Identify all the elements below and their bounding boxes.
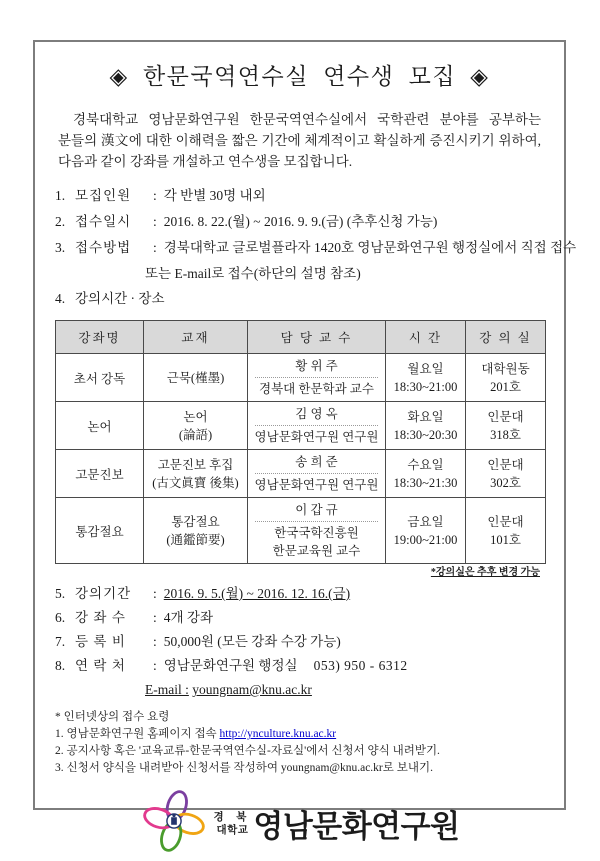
org-name: 영남문화연구원 xyxy=(253,809,460,844)
time-cell xyxy=(386,498,466,564)
textbook-hanja: (通鑑節要) xyxy=(166,532,225,547)
day-label: 금요일 xyxy=(407,514,444,529)
footer-heading: * 인터넷상의 접수 요령 xyxy=(55,711,170,723)
footer-line-2: 2. 공지사항 혹은 '교육교류-한문국역연수실-자료실'에서 신청서 양식 내려받기. xyxy=(55,745,440,757)
office-name: 영남문화연구원 행정실 xyxy=(163,658,298,673)
item-number: 2. xyxy=(55,214,66,229)
column-header-time: 시 간 xyxy=(386,321,466,354)
item-value: 50,000원 (모든 강좌 수강 가능) xyxy=(163,634,341,649)
detail-item-6 xyxy=(55,606,544,630)
item-number: 8. xyxy=(55,658,66,673)
textbook-title: 근묵(槿墨) xyxy=(166,370,225,385)
time-range: 19:00~21:00 xyxy=(393,532,458,547)
time-cell xyxy=(386,402,466,450)
table-row xyxy=(56,354,546,402)
notice-item-2 xyxy=(55,209,544,235)
detail-item-5 xyxy=(55,582,544,606)
professor-cell xyxy=(248,402,386,450)
footer-line-1-text: 1. 영남문화연구원 홈페이지 접속 xyxy=(55,728,220,740)
phone-number: 053) 950 - 6312 xyxy=(313,658,408,673)
course-name-cell: 통감절요 xyxy=(56,498,144,564)
textbook-hanja: (論語) xyxy=(178,427,213,442)
room-number: 302호 xyxy=(490,475,521,490)
room-building: 인문대 xyxy=(487,457,524,472)
item-number: 7. xyxy=(55,634,66,649)
item-label: 접수일시 xyxy=(75,214,132,229)
item-value: 4개 강좌 xyxy=(163,610,214,625)
room-number: 201호 xyxy=(490,379,521,394)
column-header-course: 강좌명 xyxy=(56,321,144,354)
website-link[interactable]: http://ynculture.knu.ac.kr xyxy=(219,728,337,740)
logo-flower-icon xyxy=(139,786,209,861)
time-cell xyxy=(386,354,466,402)
textbook-cell xyxy=(144,498,248,564)
professor-name: 황 위 주 xyxy=(255,357,378,378)
column-header-room: 강 의 실 xyxy=(466,321,546,354)
professor-affiliation: 한국국학진흥원 xyxy=(274,526,359,540)
textbook-cell xyxy=(144,354,248,402)
room-building: 인문대 xyxy=(487,409,524,424)
internet-application-section xyxy=(55,709,544,777)
professor-name: 송 희 준 xyxy=(255,453,378,474)
room-number: 318호 xyxy=(490,427,521,442)
item-colon: : xyxy=(153,658,157,673)
item-label: 연 락 처 xyxy=(75,658,126,673)
room-cell xyxy=(466,354,546,402)
item-label: 등 록 비 xyxy=(75,634,126,649)
table-row xyxy=(56,498,546,564)
professor-cell xyxy=(248,498,386,564)
professor-affiliation: 영남문화연구원 연구원 xyxy=(254,430,379,444)
professor-name: 이 갑 규 xyxy=(255,501,378,522)
org-logo xyxy=(55,786,544,861)
schedule-table xyxy=(55,320,546,564)
notice-list xyxy=(55,183,577,312)
notice-item-1 xyxy=(55,183,544,209)
room-building: 인문대 xyxy=(487,514,524,529)
professor-affiliation-2: 한문교육원 교수 xyxy=(272,544,361,558)
textbook-cell xyxy=(144,402,248,450)
professor-affiliation: 경북대 한문학과 교수 xyxy=(259,382,374,396)
room-cell xyxy=(466,498,546,564)
item-colon: : xyxy=(153,240,157,255)
time-range: 18:30~21:30 xyxy=(393,475,458,490)
item-label: 강의시간 · 장소 xyxy=(75,291,165,306)
item-colon: : xyxy=(153,610,157,625)
detail-item-7 xyxy=(55,630,544,654)
item-value: 경북대학교 글로벌플라자 1420호 영남문화연구원 행정실에서 직접 접수 xyxy=(163,240,577,255)
item-label: 강의기간 xyxy=(75,586,132,601)
course-name-cell: 논어 xyxy=(56,402,144,450)
item-colon: : xyxy=(153,214,157,229)
day-label: 월요일 xyxy=(407,361,444,376)
textbook-title: 고문진보 후집 xyxy=(157,457,234,472)
item-colon: : xyxy=(153,188,157,203)
textbook-title: 통감절요 xyxy=(171,514,220,529)
notice-item-4 xyxy=(55,286,544,312)
table-note: *강의실은 추후 변경 가능 xyxy=(430,567,540,578)
item-colon: : xyxy=(153,634,157,649)
item-value: 2016. 8. 22.(월) ~ 2016. 9. 9.(금) (추후신청 가능) xyxy=(163,214,438,229)
course-name-cell: 초서 강독 xyxy=(56,354,144,402)
professor-cell xyxy=(248,450,386,498)
lecture-period-value: 2016. 9. 5.(월) ~ 2016. 12. 16.(금) xyxy=(163,586,351,601)
university-name xyxy=(213,811,251,837)
footer-line-1 xyxy=(55,726,544,743)
time-cell xyxy=(386,450,466,498)
item-label: 강 좌 수 xyxy=(75,610,126,625)
table-row xyxy=(56,450,546,498)
course-name-cell: 고문진보 xyxy=(56,450,144,498)
room-building: 대학원동 xyxy=(481,361,530,376)
footer-line-3: 3. 신청서 양식을 내려받아 신청서를 작성하여 youngnam@knu.ac.kr로 보내기. xyxy=(55,762,433,774)
table-row xyxy=(56,402,546,450)
item-number: 5. xyxy=(55,586,66,601)
time-range: 18:30~21:00 xyxy=(393,379,458,394)
column-header-textbook: 교재 xyxy=(144,321,248,354)
professor-affiliation: 영남문화연구원 연구원 xyxy=(254,478,379,492)
document-frame xyxy=(33,40,577,844)
professor-name: 김 영 옥 xyxy=(255,405,378,426)
day-label: 수요일 xyxy=(407,457,444,472)
details-list xyxy=(55,582,544,702)
room-cell xyxy=(466,402,546,450)
textbook-title: 논어 xyxy=(183,409,208,424)
university-name-bottom: 대학교 xyxy=(216,824,249,836)
item-value: 각 반별 30명 내외 xyxy=(163,188,266,203)
intro-paragraph: 경북대학교 영남문화연구원 한문국역연수실에서 국학관련 분야를 공부하는 분들의 漢文에 대한 이해력을 짧은 기간에 체계적이고 확실하게 증진시키기 위하여, 다음과 같이 강좌를 개설하고 연수생을 모집합니다. xyxy=(58,112,541,169)
item-number: 4. xyxy=(55,291,66,306)
email-address[interactable]: youngnam@knu.ac.kr xyxy=(192,682,312,697)
item-number: 6. xyxy=(55,610,66,625)
notice-item-3 xyxy=(55,235,577,261)
item-label: 모집인원 xyxy=(75,188,132,203)
email-label: E-mail : xyxy=(145,682,189,697)
room-number: 101호 xyxy=(490,532,521,547)
page-title: ◈ 한문국역연수실 연수생 모집 ◈ xyxy=(109,64,490,89)
item-number: 3. xyxy=(55,240,66,255)
textbook-hanja: (古文眞寶 後集) xyxy=(152,475,239,490)
detail-item-8 xyxy=(55,654,544,678)
day-label: 화요일 xyxy=(407,409,444,424)
column-header-professor: 담 당 교 수 xyxy=(248,321,386,354)
textbook-cell xyxy=(144,450,248,498)
notice-item-3-line2: 또는 E-mail로 접수(하단의 설명 참조) xyxy=(145,266,361,281)
university-name-top: 경 북 xyxy=(213,811,252,823)
professor-cell xyxy=(248,354,386,402)
email-line xyxy=(55,678,544,702)
item-label: 접수방법 xyxy=(75,240,132,255)
time-range: 18:30~20:30 xyxy=(393,427,458,442)
table-header-row xyxy=(56,321,546,354)
room-cell xyxy=(466,450,546,498)
item-number: 1. xyxy=(55,188,66,203)
item-colon: : xyxy=(153,586,157,601)
